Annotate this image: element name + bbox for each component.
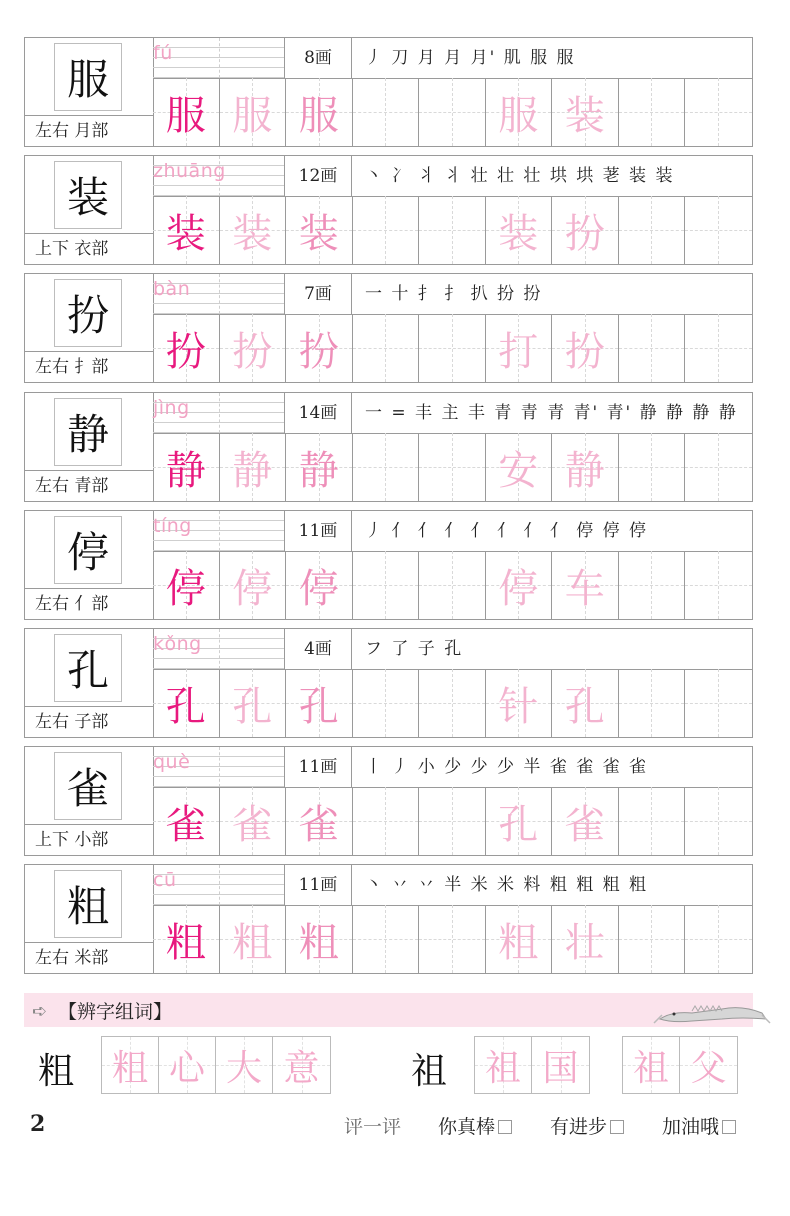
- info-row: [153, 156, 752, 197]
- blank-cell[interactable]: [419, 433, 486, 501]
- structure-radical: 左右 米部: [25, 942, 153, 973]
- stroke-order: 丶 丷 丷 半 米 米 料 粗 粗 粗 粗: [365, 875, 649, 895]
- blank-cell[interactable]: [685, 551, 752, 619]
- pinyin-box: [153, 865, 285, 905]
- trace-cell[interactable]: 孔: [153, 669, 220, 737]
- rating-option-great[interactable]: 你真棒: [438, 1112, 512, 1139]
- stroke-count: 12画: [285, 156, 352, 196]
- trace-cell[interactable]: 停: [286, 551, 353, 619]
- word-cell[interactable]: 车: [552, 551, 619, 619]
- word-cell[interactable]: 意: [273, 1037, 330, 1093]
- character-card: [24, 746, 753, 856]
- word-cell[interactable]: 针: [486, 669, 553, 737]
- blank-cell[interactable]: [685, 905, 752, 973]
- structure-radical: 左右 青部: [25, 470, 153, 501]
- character-model: 孔: [54, 634, 122, 702]
- word-cell[interactable]: 扮: [552, 314, 619, 382]
- rating-option-keepgoing[interactable]: 加油哦: [662, 1112, 736, 1139]
- trace-cell[interactable]: 静: [220, 433, 287, 501]
- character-card: [24, 392, 753, 502]
- blank-cell[interactable]: [353, 669, 420, 737]
- trace-cell[interactable]: 装: [153, 196, 220, 264]
- section-banner: [24, 993, 753, 1027]
- word-group-1: [101, 1036, 331, 1094]
- word-cell[interactable]: 雀: [552, 787, 619, 855]
- trace-cell[interactable]: 停: [153, 551, 220, 619]
- word-group-head-2: 祖: [411, 1051, 448, 1092]
- blank-cell[interactable]: [353, 905, 420, 973]
- structure-radical: 上下 衣部: [25, 233, 153, 264]
- blank-cell[interactable]: [353, 433, 420, 501]
- blank-cell[interactable]: [685, 196, 752, 264]
- character-info: [25, 865, 154, 973]
- blank-cell[interactable]: [619, 551, 686, 619]
- word-cell[interactable]: 装: [552, 78, 619, 146]
- blank-cell[interactable]: [685, 314, 752, 382]
- blank-cell[interactable]: [353, 78, 420, 146]
- checkbox[interactable]: [610, 1120, 624, 1134]
- character-card: [24, 628, 753, 738]
- word-cell[interactable]: 孔: [486, 787, 553, 855]
- character-card: [24, 37, 753, 147]
- character-model: 扮: [54, 279, 122, 347]
- character-model: 服: [54, 43, 122, 111]
- structure-radical: 左右 扌部: [25, 351, 153, 382]
- word-cell[interactable]: 心: [159, 1037, 216, 1093]
- crocodile-illustration: [652, 993, 772, 1027]
- pinyin-box: [153, 38, 285, 78]
- arrow-icon: ➪: [32, 1001, 48, 1022]
- blank-cell[interactable]: [419, 314, 486, 382]
- writing-grid: [153, 551, 752, 619]
- pinyin: jìng: [153, 397, 190, 419]
- stroke-count: 14画: [285, 393, 352, 433]
- info-row: [153, 511, 752, 552]
- blank-cell[interactable]: [619, 905, 686, 973]
- blank-cell[interactable]: [353, 314, 420, 382]
- pinyin-box: [153, 629, 285, 669]
- blank-cell[interactable]: [619, 787, 686, 855]
- blank-cell[interactable]: [419, 551, 486, 619]
- blank-cell[interactable]: [619, 669, 686, 737]
- word-cell[interactable]: 祖: [623, 1037, 680, 1093]
- character-card: [24, 155, 753, 265]
- trace-cell[interactable]: 停: [220, 551, 287, 619]
- stroke-order: 一 十 扌 扌 扒 扮 扮: [365, 284, 543, 304]
- info-row: [153, 865, 752, 906]
- pinyin: què: [153, 751, 191, 773]
- trace-cell[interactable]: 服: [220, 78, 287, 146]
- stroke-order: 丿 亻 亻 亻 亻 亻 亻 亻 停 停 停: [365, 521, 649, 541]
- pinyin: zhuāng: [153, 160, 226, 182]
- character-info: [25, 156, 154, 264]
- trace-cell[interactable]: 粗: [286, 905, 353, 973]
- word-cell[interactable]: 安: [486, 433, 553, 501]
- blank-cell[interactable]: [353, 787, 420, 855]
- trace-cell[interactable]: 装: [220, 196, 287, 264]
- trace-cell[interactable]: 静: [153, 433, 220, 501]
- trace-cell[interactable]: 粗: [153, 905, 220, 973]
- info-row: [153, 629, 752, 670]
- character-info: [25, 38, 154, 146]
- structure-radical: 左右 亻部: [25, 588, 153, 619]
- character-info: [25, 747, 154, 855]
- pinyin: cū: [153, 869, 177, 891]
- pinyin-box: [153, 511, 285, 551]
- trace-cell[interactable]: 雀: [220, 787, 287, 855]
- trace-cell[interactable]: 粗: [220, 905, 287, 973]
- blank-cell[interactable]: [419, 905, 486, 973]
- stroke-order: 丨 丿 小 少 少 少 半 雀 雀 雀 雀: [365, 757, 649, 777]
- writing-grid: [153, 905, 752, 973]
- blank-cell[interactable]: [419, 196, 486, 264]
- trace-cell[interactable]: 扮: [153, 314, 220, 382]
- trace-cell[interactable]: 扮: [286, 314, 353, 382]
- word-group-head-1: 粗: [38, 1051, 75, 1092]
- blank-cell[interactable]: [685, 433, 752, 501]
- info-row: [153, 393, 752, 434]
- info-row: [153, 747, 752, 788]
- blank-cell[interactable]: [353, 551, 420, 619]
- character-card: [24, 273, 753, 383]
- stroke-count: 11画: [285, 747, 352, 787]
- stroke-order: 丶 冫 丬 丬 壮 壮 壮 垬 垬 荖 装 装: [365, 166, 675, 186]
- stroke-count: 7画: [285, 274, 352, 314]
- pinyin: tíng: [153, 515, 192, 537]
- stroke-order: フ 了 子 孔: [365, 639, 464, 659]
- rating-option-progress[interactable]: 有进步: [550, 1112, 624, 1139]
- trace-cell[interactable]: 服: [153, 78, 220, 146]
- pinyin-box: [153, 747, 285, 787]
- pinyin: fú: [153, 42, 173, 64]
- structure-radical: 上下 小部: [25, 824, 153, 855]
- blank-cell[interactable]: [419, 78, 486, 146]
- character-model: 静: [54, 398, 122, 466]
- character-model: 雀: [54, 752, 122, 820]
- trace-cell[interactable]: 扮: [220, 314, 287, 382]
- rate-label: 评一评: [344, 1116, 402, 1138]
- blank-cell[interactable]: [685, 787, 752, 855]
- word-cell[interactable]: 粗: [486, 905, 553, 973]
- writing-grid: [153, 669, 752, 737]
- writing-grid: [153, 314, 752, 382]
- trace-cell[interactable]: 装: [286, 196, 353, 264]
- blank-cell[interactable]: [619, 433, 686, 501]
- character-model: 停: [54, 516, 122, 584]
- blank-cell[interactable]: [419, 787, 486, 855]
- word-cell[interactable]: 打: [486, 314, 553, 382]
- word-cell[interactable]: 停: [486, 551, 553, 619]
- pinyin: kǒng: [153, 633, 202, 655]
- trace-cell[interactable]: 服: [286, 78, 353, 146]
- stroke-count: 11画: [285, 511, 352, 551]
- trace-cell[interactable]: 雀: [286, 787, 353, 855]
- writing-grid: [153, 196, 752, 264]
- stroke-count: 4画: [285, 629, 352, 669]
- page-number: 2: [30, 1111, 46, 1137]
- pinyin-box: [153, 156, 285, 196]
- pinyin: bàn: [153, 278, 191, 300]
- character-card: [24, 864, 753, 974]
- trace-cell[interactable]: 孔: [220, 669, 287, 737]
- blank-cell[interactable]: [619, 196, 686, 264]
- word-cell[interactable]: 装: [486, 196, 553, 264]
- character-info: [25, 511, 154, 619]
- word-cell[interactable]: 服: [486, 78, 553, 146]
- trace-cell[interactable]: 孔: [286, 669, 353, 737]
- word-cell[interactable]: 静: [552, 433, 619, 501]
- blank-cell[interactable]: [353, 196, 420, 264]
- writing-grid: [153, 433, 752, 501]
- trace-cell[interactable]: 雀: [153, 787, 220, 855]
- character-model: 装: [54, 161, 122, 229]
- blank-cell[interactable]: [619, 78, 686, 146]
- word-cell[interactable]: 孔: [552, 669, 619, 737]
- word-cell[interactable]: 国: [532, 1037, 589, 1093]
- word-cell[interactable]: 祖: [475, 1037, 532, 1093]
- info-row: [153, 274, 752, 315]
- stroke-count: 8画: [285, 38, 352, 78]
- word-group-3: [622, 1036, 738, 1094]
- blank-cell[interactable]: [619, 314, 686, 382]
- character-info: [25, 393, 154, 501]
- writing-grid: [153, 78, 752, 146]
- word-cell[interactable]: 扮: [552, 196, 619, 264]
- character-info: [25, 629, 154, 737]
- checkbox[interactable]: [722, 1120, 736, 1134]
- word-cell[interactable]: 壮: [552, 905, 619, 973]
- info-row: [153, 38, 752, 79]
- word-cell[interactable]: 大: [216, 1037, 273, 1093]
- writing-grid: [153, 787, 752, 855]
- checkbox[interactable]: [498, 1120, 512, 1134]
- word-cell[interactable]: 粗: [102, 1037, 159, 1093]
- blank-cell[interactable]: [419, 669, 486, 737]
- stroke-order: 一 = 丰 主 丰 青 青 青 青' 青' 静 静 静 静: [365, 403, 738, 423]
- stroke-order: 丿 刀 月 月 月' 肌 服 服: [365, 48, 576, 68]
- blank-cell[interactable]: [685, 78, 752, 146]
- character-info: [25, 274, 154, 382]
- word-group-2: [474, 1036, 590, 1094]
- word-cell[interactable]: 父: [680, 1037, 737, 1093]
- trace-cell[interactable]: 静: [286, 433, 353, 501]
- stroke-count: 11画: [285, 865, 352, 905]
- structure-radical: 左右 子部: [25, 706, 153, 737]
- blank-cell[interactable]: [685, 669, 752, 737]
- character-card: [24, 510, 753, 620]
- pinyin-box: [153, 393, 285, 433]
- character-model: 粗: [54, 870, 122, 938]
- section-title: 【辨字组词】: [58, 1001, 173, 1023]
- structure-radical: 左右 月部: [25, 115, 153, 146]
- pinyin-box: [153, 274, 285, 314]
